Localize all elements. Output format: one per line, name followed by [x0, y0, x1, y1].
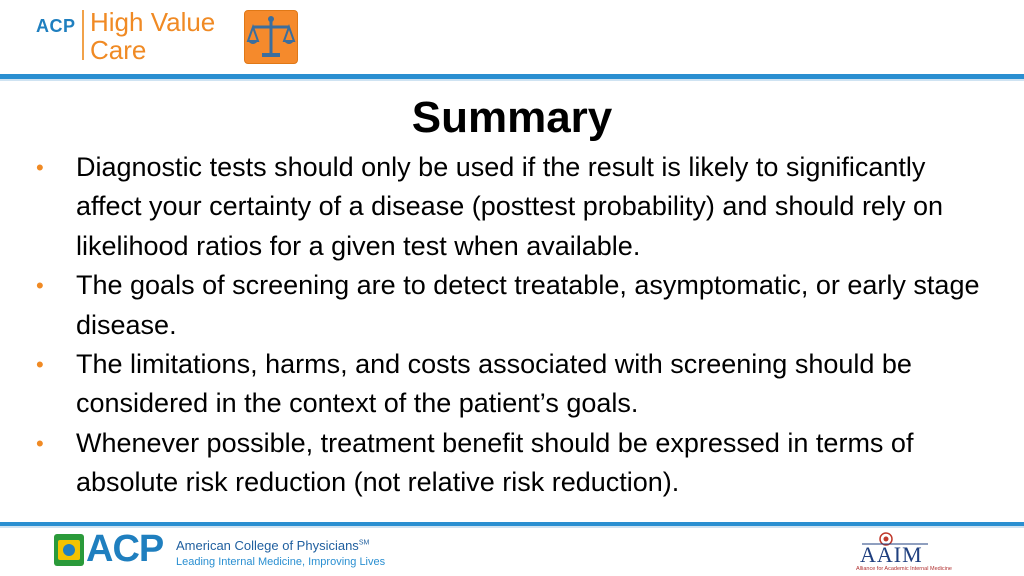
logo-line1: High Value — [90, 7, 216, 37]
bullet-item — [30, 345, 990, 424]
acp-wordmark: ACP — [86, 528, 164, 570]
bullet-text: The goals of screening are to detect treatable, asymptomatic, or early stage disease. — [76, 270, 980, 340]
acp-emblem-icon — [54, 534, 84, 566]
logo-acp-text: ACP — [36, 16, 76, 36]
scales-icon — [244, 10, 298, 64]
bullet-icon: • — [36, 273, 44, 299]
bullet-text: Whenever possible, treatment benefit should be expressed in terms of absolute risk reduction (not relative risk reduction). — [76, 427, 914, 498]
bullet-item — [30, 148, 990, 266]
bullet-icon: • — [36, 430, 44, 456]
header-rule-shadow — [0, 79, 1024, 81]
bullet-item — [30, 424, 990, 503]
bullet-icon: • — [36, 155, 44, 180]
acp-full-name: American College of Physicians℠ — [176, 538, 370, 553]
bullet-icon: • — [36, 352, 44, 378]
aaim-footer-logo — [852, 532, 992, 574]
slide-title: Summary — [411, 93, 613, 142]
logo-separator — [82, 10, 84, 60]
summary-bullet-list — [30, 148, 990, 503]
aaim-wordmark: AAIM — [860, 542, 923, 567]
bullet-text: The limitations, harms, and costs associated with screening should be considered in the context of the patient’s goals. — [76, 349, 912, 419]
acp-tagline: Leading Internal Medicine, Improving Lives — [176, 556, 386, 568]
acp-footer-logo — [54, 528, 386, 572]
bullet-item — [30, 266, 990, 345]
logo-line2: Care — [90, 35, 147, 65]
aaim-subtitle: Alliance for Academic Internal Medicine — [856, 566, 952, 572]
bullet-text: Diagnostic tests should only be used if the result is likely to significantly affect your certainty of a disease (posttest probability) and should rely on likelihood ratios for a given test when available. — [76, 152, 943, 261]
